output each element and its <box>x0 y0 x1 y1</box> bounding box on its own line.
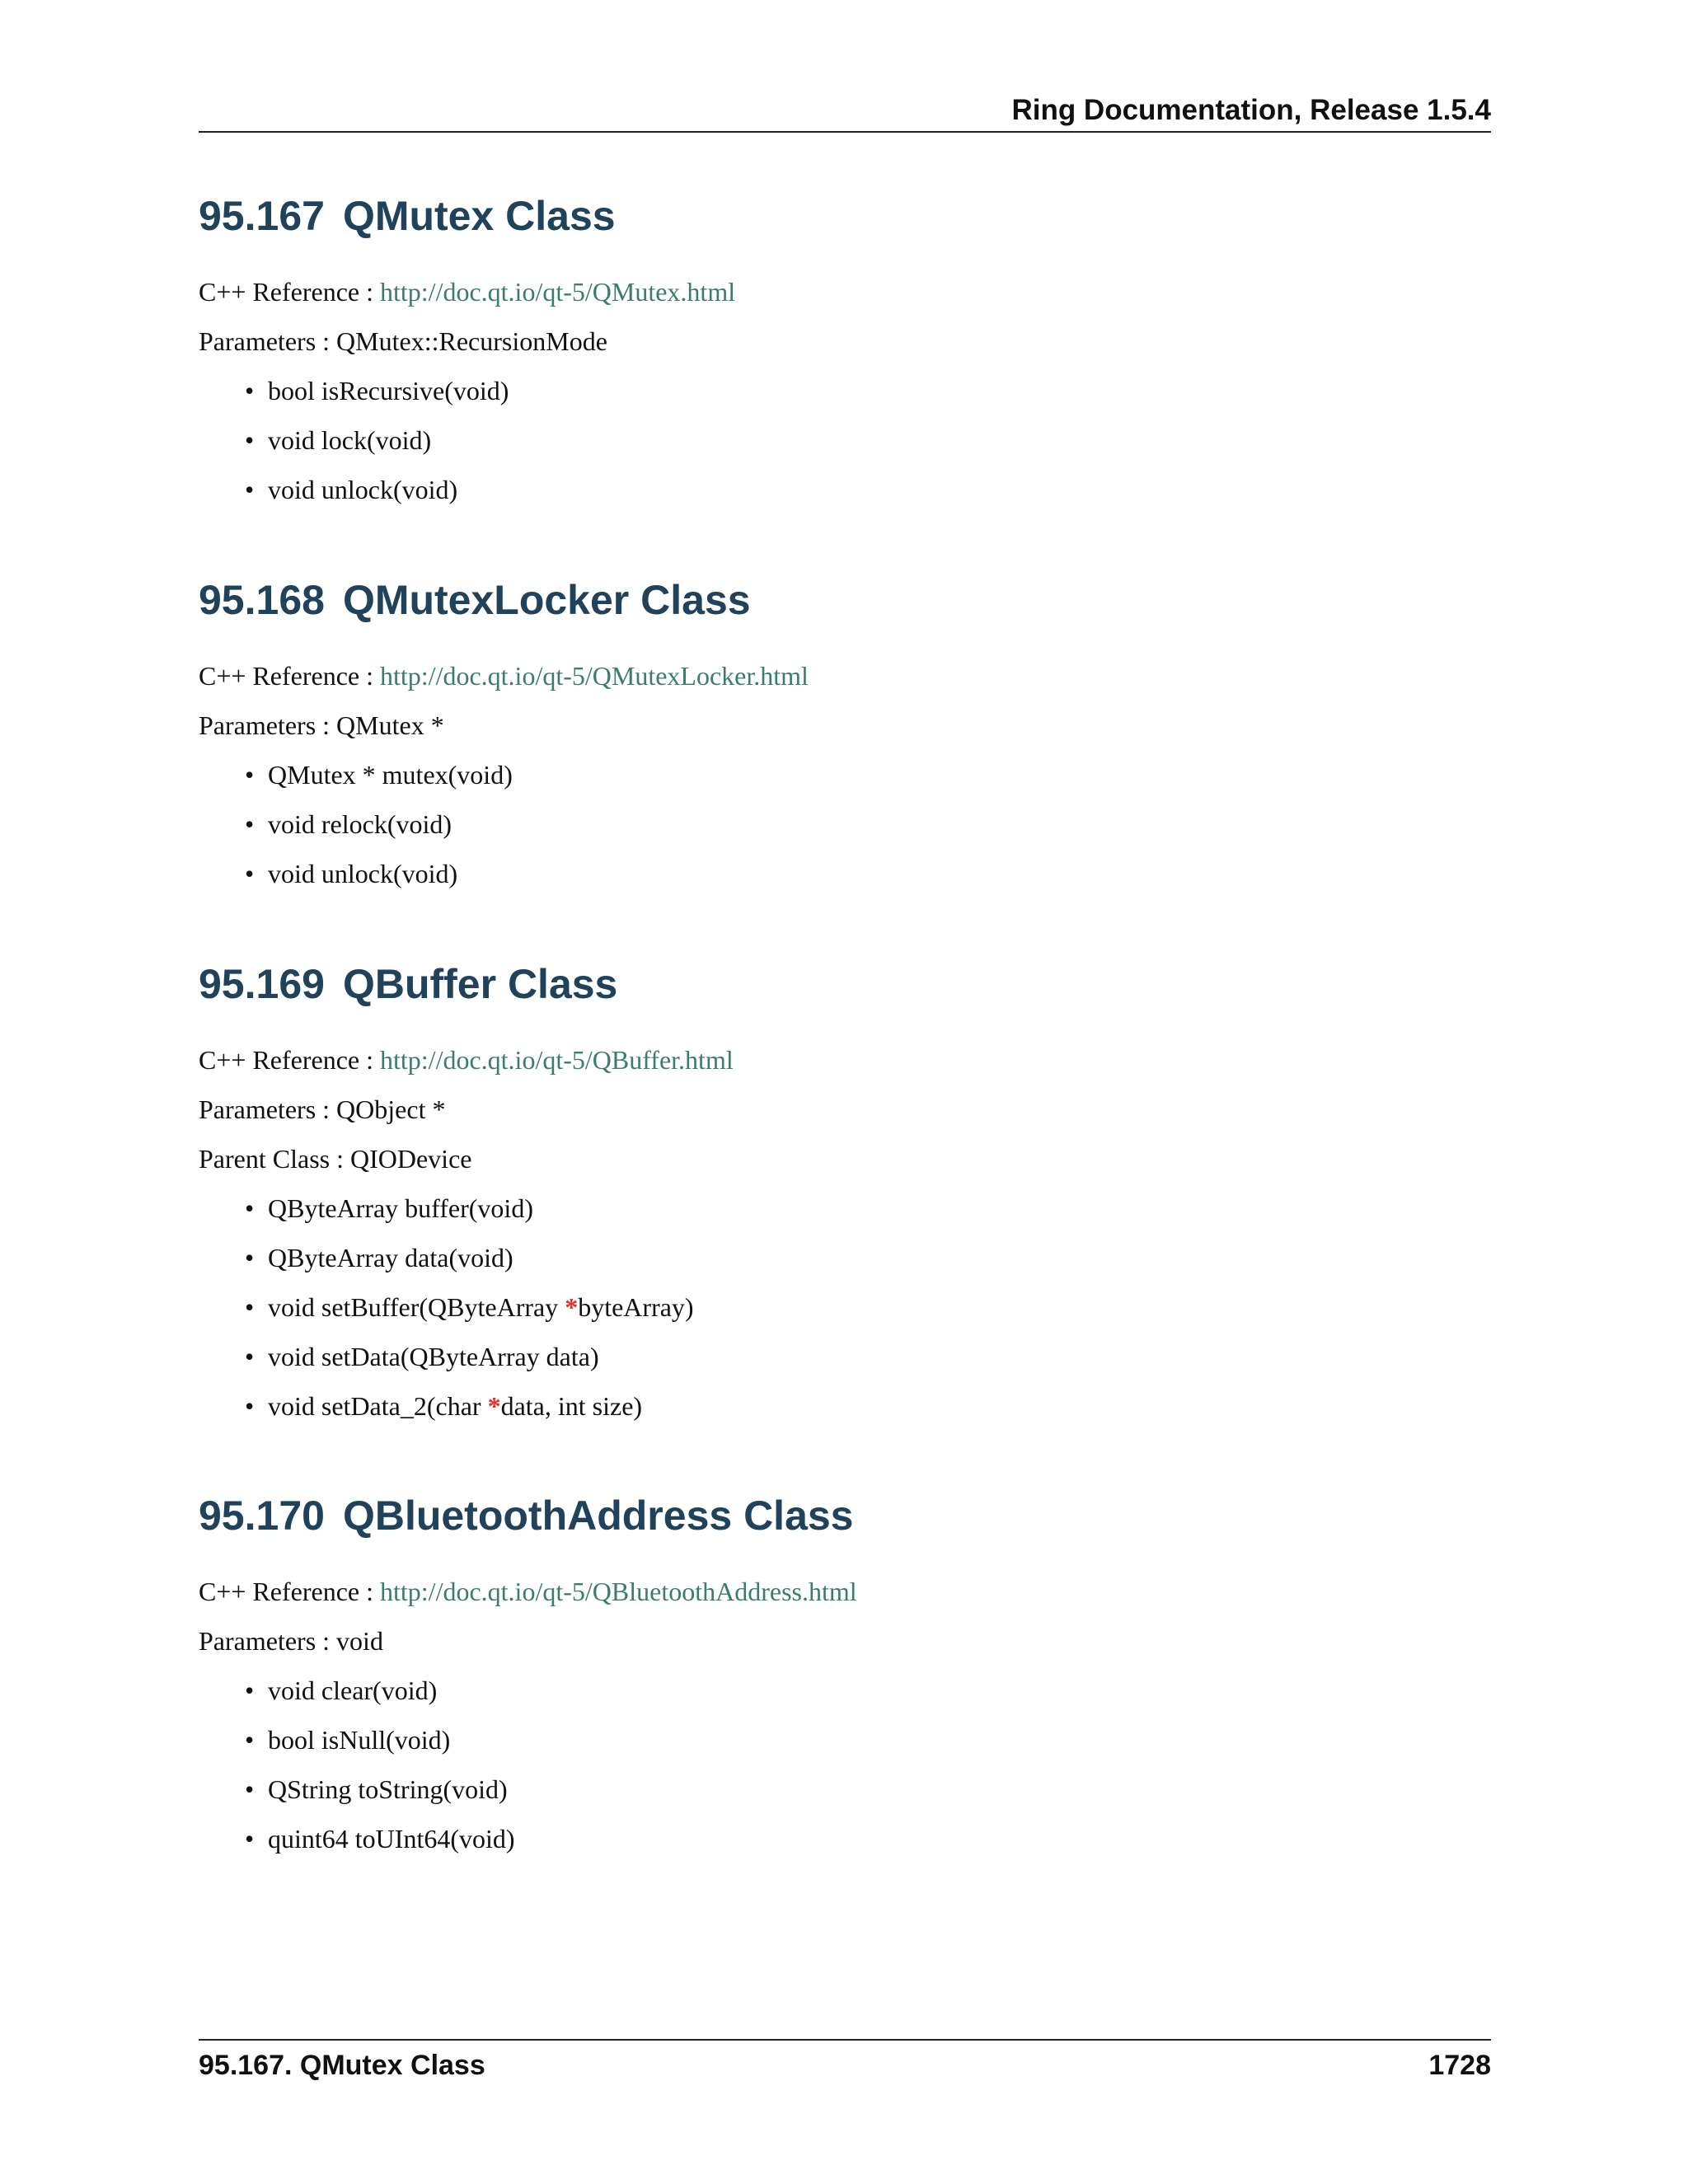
parameters: Parameters : void <box>199 1626 383 1656</box>
section-heading <box>199 575 1491 625</box>
bullet-icon: • <box>245 425 255 455</box>
method-signature: void unlock(void) <box>268 859 458 888</box>
section-heading <box>199 1491 1491 1540</box>
method-signature-before: void setData_2(char <box>268 1391 488 1421</box>
header-rule <box>199 131 1491 133</box>
section-title: QBuffer Class <box>342 961 618 1007</box>
section-number: 95.170 <box>199 1493 325 1539</box>
cpp-reference-link[interactable]: http://doc.qt.io/qt-5/QBluetoothAddress.html <box>380 1577 857 1606</box>
section-number: 95.168 <box>199 577 325 623</box>
method-item <box>199 1192 1491 1225</box>
method-signature-before: void setBuffer(QByteArray <box>268 1292 565 1322</box>
cpp-reference <box>199 275 1491 308</box>
section-qbluetoothaddress <box>199 1491 1491 1855</box>
bullet-icon: • <box>245 859 255 888</box>
method-item <box>199 1773 1491 1806</box>
cpp-reference-label: C++ Reference : <box>199 1045 380 1075</box>
method-signature-after: data, int size) <box>500 1391 643 1421</box>
pointer-star: * <box>565 1292 579 1322</box>
method-signature: void relock(void) <box>268 809 452 839</box>
bullet-icon: • <box>245 760 255 790</box>
method-signature: QByteArray data(void) <box>268 1243 513 1272</box>
bullet-icon: • <box>245 1824 255 1854</box>
method-item <box>199 424 1491 457</box>
bullet-icon: • <box>245 809 255 839</box>
cpp-reference-link[interactable]: http://doc.qt.io/qt-5/QMutex.html <box>380 277 736 307</box>
section-qmutexlocker <box>199 575 1491 890</box>
section-number: 95.169 <box>199 961 325 1007</box>
footer-page-number: 1728 <box>1428 2050 1491 2081</box>
bullet-icon: • <box>245 1675 255 1705</box>
method-item <box>199 1723 1491 1756</box>
parameters: Parameters : QMutex::RecursionMode <box>199 326 607 356</box>
bullet-icon: • <box>245 1342 255 1371</box>
method-list <box>199 758 1491 890</box>
method-item <box>199 374 1491 407</box>
parameters: Parameters : QMutex * <box>199 710 444 740</box>
cpp-reference-label: C++ Reference : <box>199 277 380 307</box>
method-item <box>199 1822 1491 1855</box>
bullet-icon: • <box>245 1243 255 1272</box>
method-signature: QByteArray buffer(void) <box>268 1193 533 1223</box>
cpp-reference <box>199 659 1491 692</box>
method-signature-after: byteArray) <box>578 1292 694 1322</box>
cpp-reference-label: C++ Reference : <box>199 661 380 691</box>
cpp-reference <box>199 1043 1491 1076</box>
method-item <box>199 1291 1491 1324</box>
section-title: QBluetoothAddress Class <box>342 1493 854 1539</box>
method-signature: quint64 toUInt64(void) <box>268 1824 515 1854</box>
parameters: Parameters : QObject * <box>199 1094 446 1124</box>
method-list <box>199 374 1491 506</box>
footer-rule <box>199 2039 1491 2041</box>
method-item <box>199 1390 1491 1422</box>
bullet-icon: • <box>245 1292 255 1322</box>
method-signature: void setData(QByteArray data) <box>268 1342 599 1371</box>
parent-class: Parent Class : QIODevice <box>199 1144 472 1174</box>
method-item <box>199 758 1491 791</box>
method-item <box>199 1340 1491 1373</box>
method-signature: QMutex * mutex(void) <box>268 760 513 790</box>
method-item <box>199 1674 1491 1707</box>
method-item <box>199 1241 1491 1274</box>
bullet-icon: • <box>245 1193 255 1223</box>
section-qmutex <box>199 191 1491 506</box>
section-heading <box>199 959 1491 1009</box>
method-signature: void clear(void) <box>268 1675 438 1705</box>
pointer-star: * <box>487 1391 501 1421</box>
document-page <box>199 0 1491 2184</box>
method-item <box>199 473 1491 506</box>
section-number: 95.167 <box>199 193 325 239</box>
method-signature: bool isRecursive(void) <box>268 376 509 405</box>
cpp-reference-link[interactable]: http://doc.qt.io/qt-5/QMutexLocker.html <box>380 661 809 691</box>
method-list <box>199 1674 1491 1855</box>
section-heading <box>199 191 1491 241</box>
section-title: QMutexLocker Class <box>342 577 751 623</box>
section-qbuffer <box>199 959 1491 1422</box>
method-signature: void lock(void) <box>268 425 432 455</box>
method-item <box>199 857 1491 890</box>
cpp-reference <box>199 1575 1491 1608</box>
cpp-reference-label: C++ Reference : <box>199 1577 380 1606</box>
section-title: QMutex Class <box>342 193 616 239</box>
method-signature: void unlock(void) <box>268 475 458 504</box>
cpp-reference-link[interactable]: http://doc.qt.io/qt-5/QBuffer.html <box>380 1045 734 1075</box>
method-list <box>199 1192 1491 1422</box>
running-header: Ring Documentation, Release 1.5.4 <box>1011 94 1491 126</box>
method-item <box>199 808 1491 841</box>
bullet-icon: • <box>245 376 255 405</box>
bullet-icon: • <box>245 1391 255 1421</box>
method-signature: QString toString(void) <box>268 1774 508 1804</box>
bullet-icon: • <box>245 1774 255 1804</box>
bullet-icon: • <box>245 475 255 504</box>
bullet-icon: • <box>245 1725 255 1755</box>
footer-section-title: 95.167. QMutex Class <box>199 2050 485 2081</box>
method-signature: bool isNull(void) <box>268 1725 451 1755</box>
